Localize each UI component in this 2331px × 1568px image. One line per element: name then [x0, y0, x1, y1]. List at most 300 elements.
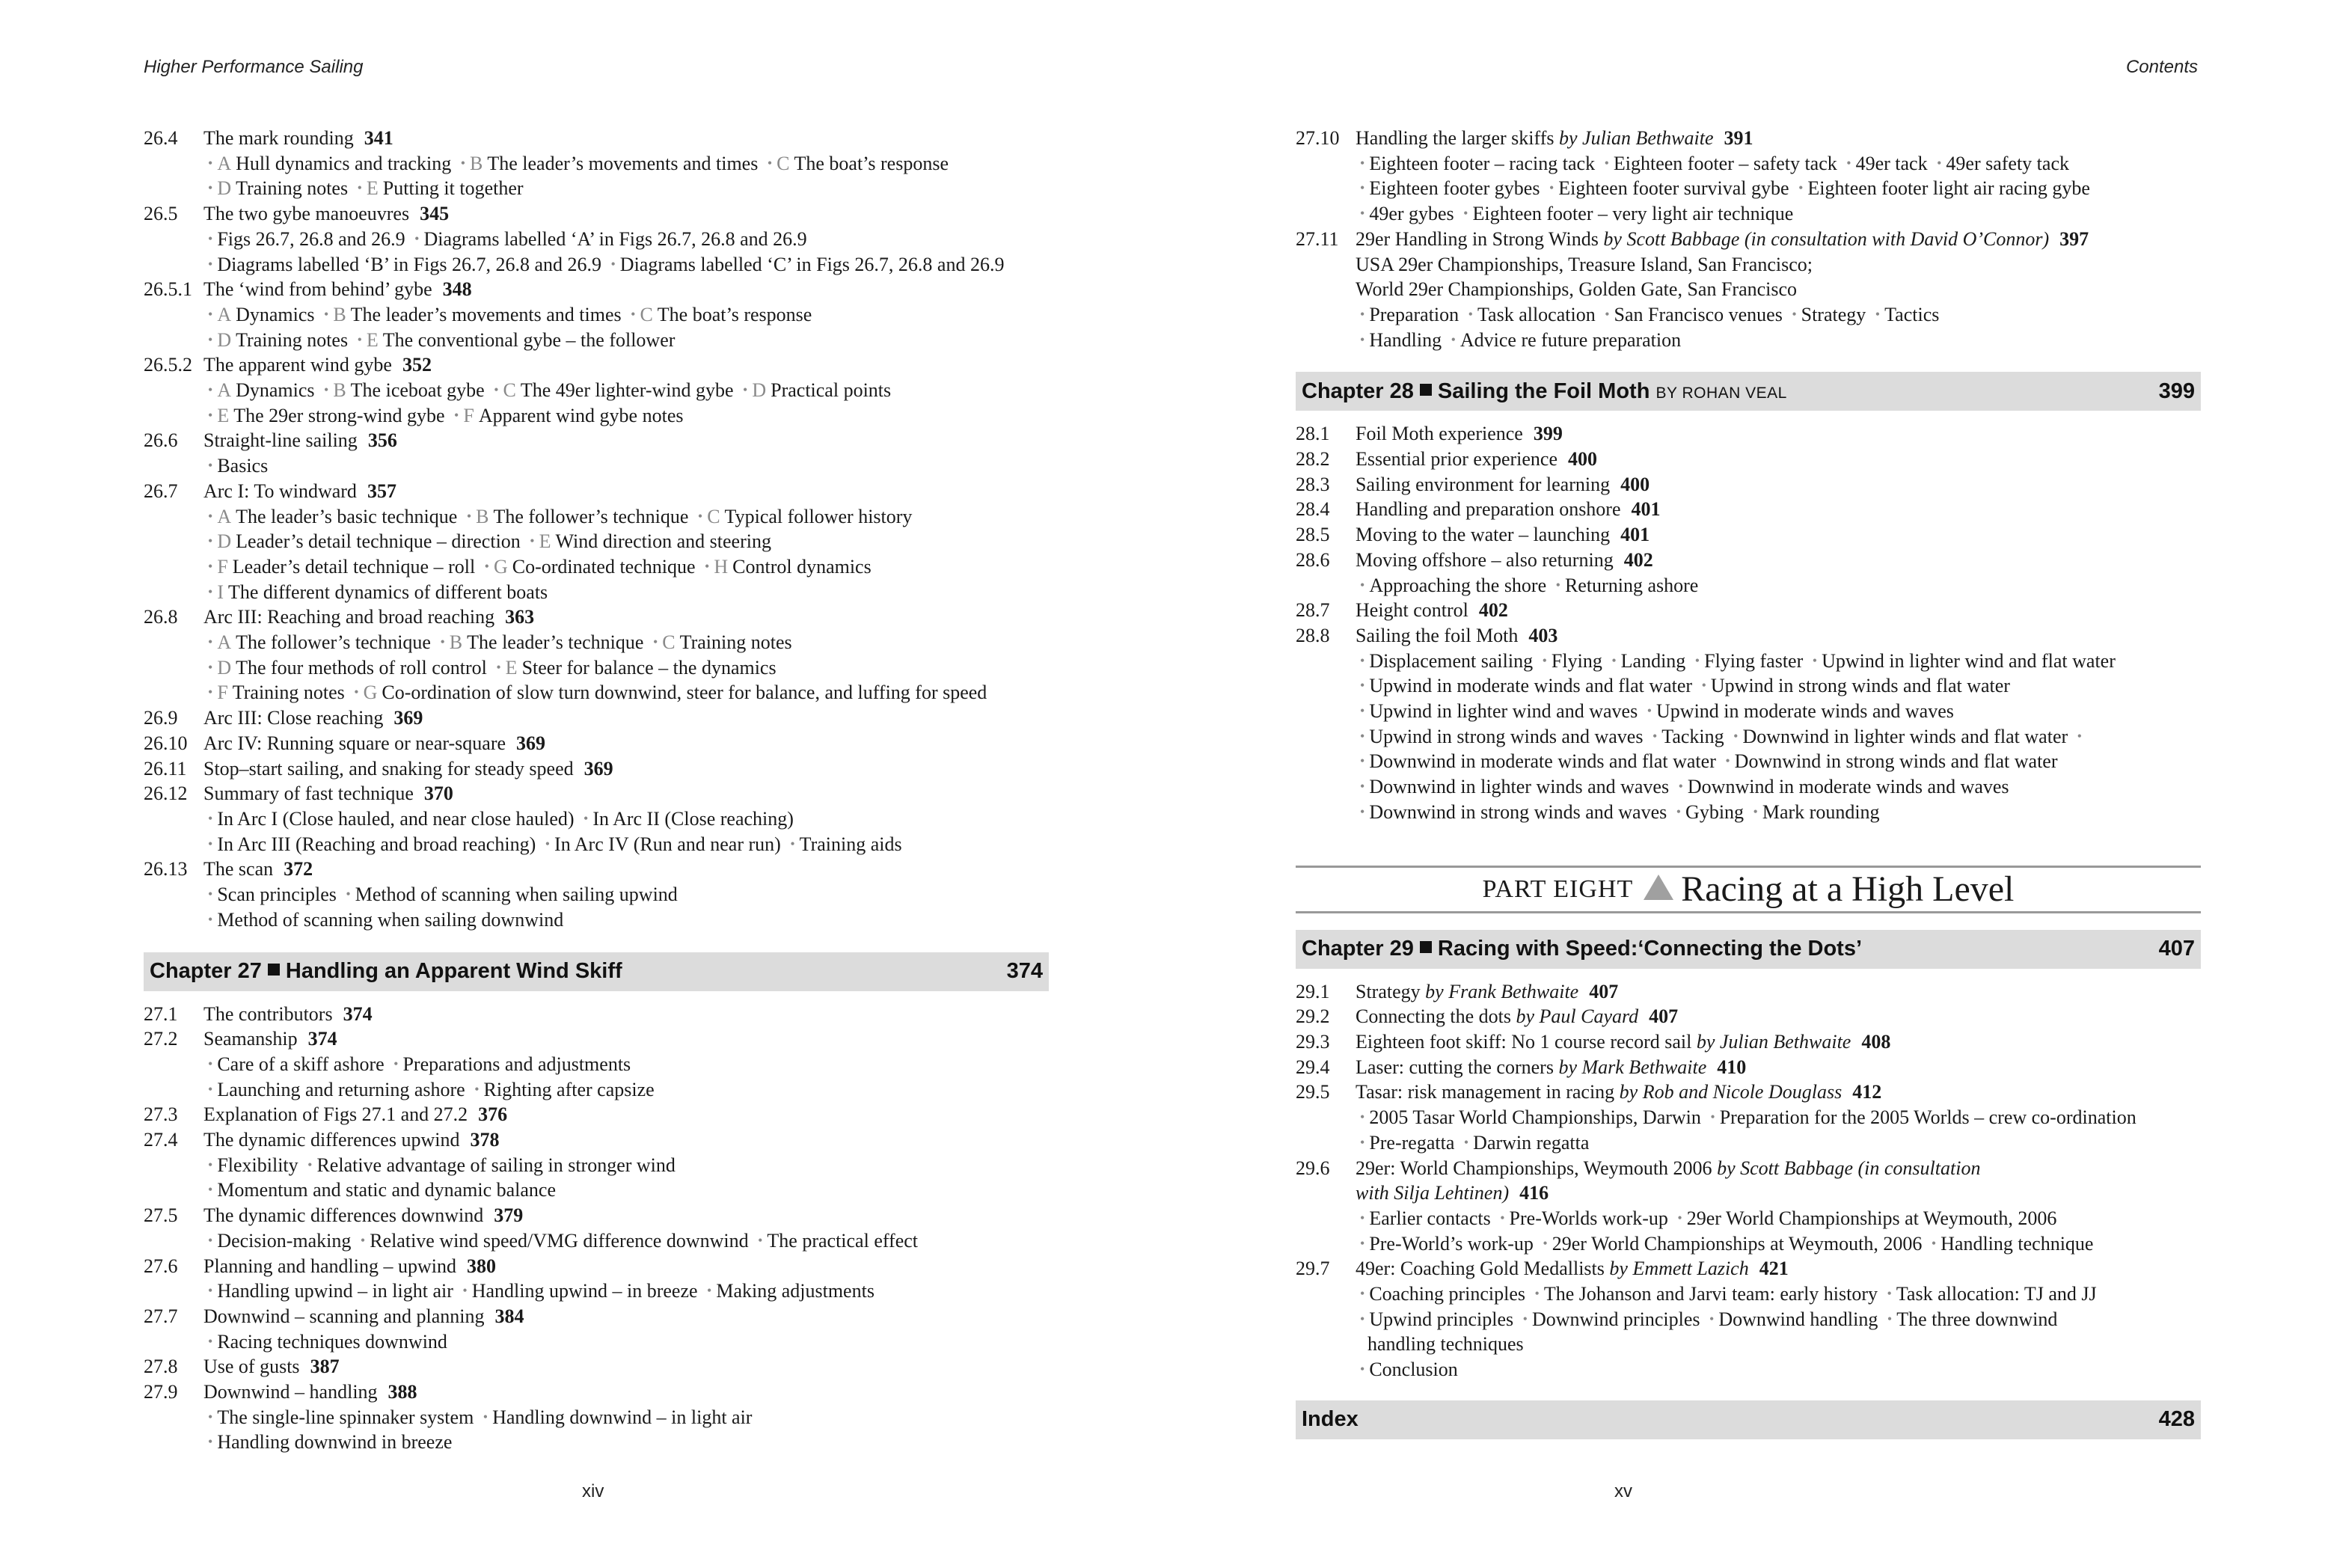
subtopic-text: In Arc II (Close reaching) — [592, 807, 794, 830]
author-byline: by Rob and Nicole Douglass — [1619, 1081, 1843, 1103]
running-head: Contents — [2125, 57, 2198, 77]
subtopic-text: Task allocation — [1477, 303, 1596, 325]
toc-entry[interactable] — [144, 352, 1049, 378]
bullet-icon: • — [454, 407, 459, 423]
subtopic-text: Method of scanning when sailing downwind — [217, 908, 564, 931]
subtopic-letter: A — [217, 505, 232, 527]
subtopic-line — [144, 655, 1049, 681]
bullet-icon: • — [1360, 779, 1365, 794]
section-title: Explanation of Figs 27.1 and 27.2 — [203, 1103, 468, 1126]
subtopic-text: Leader’s detail technique – direction — [236, 530, 521, 553]
bullet-icon: • — [462, 1283, 468, 1299]
bullet-icon: • — [1360, 1109, 1365, 1125]
toc-entry[interactable] — [144, 604, 1049, 630]
subtopic-line — [1296, 1307, 2201, 1332]
section-number: 27.9 — [144, 1381, 178, 1403]
subtopic-text: 49er tack — [1855, 152, 1928, 174]
subtopic-text: The different dynamics of different boats — [227, 581, 548, 603]
section-number: 26.5.2 — [144, 354, 192, 376]
page-number: 352 — [402, 354, 432, 376]
section-title: The ‘wind from behind’ gybe — [203, 278, 432, 301]
toc-entry[interactable] — [144, 1127, 1049, 1153]
section-title: Essential prior experience — [1356, 448, 1557, 471]
section-title-line — [1356, 1156, 2201, 1181]
bullet-icon: • — [208, 810, 213, 826]
subtopic-line — [144, 176, 1049, 201]
bullet-icon: • — [208, 836, 213, 851]
bullet-icon: • — [1360, 1210, 1365, 1225]
section-title-line — [1356, 497, 2201, 522]
author-byline: by Emmett Lazich — [1609, 1258, 1749, 1280]
chapter-title: Sailing the Foil Moth — [1437, 379, 1650, 403]
bullet-icon: • — [1792, 306, 1797, 322]
section-number: 27.5 — [144, 1204, 178, 1227]
toc-entry[interactable] — [1296, 126, 2201, 151]
subtopic-line — [1296, 1231, 2201, 1257]
subtopic-text: Leader’s detail technique – roll — [232, 555, 476, 578]
subtopic-letter: C — [777, 152, 790, 174]
part-title: Racing at a High Level — [1681, 869, 2015, 910]
subtopic-line — [144, 151, 1049, 177]
toc-entry[interactable] — [144, 126, 1049, 151]
subtopic-letter: C — [640, 303, 653, 325]
author-byline: by Frank Bethwaite — [1425, 980, 1579, 1002]
bullet-icon: • — [1798, 180, 1804, 196]
bullet-icon: • — [631, 306, 636, 322]
toc-entry[interactable] — [144, 731, 1049, 756]
toc-entry[interactable] — [1296, 1029, 2201, 1055]
section-number: 28.8 — [1296, 624, 1330, 646]
subtopic-line — [144, 882, 1049, 907]
subtopic-line — [144, 1430, 1049, 1455]
toc-entry[interactable] — [144, 705, 1049, 731]
subtopic-line — [144, 302, 1049, 328]
toc-entry[interactable] — [144, 277, 1049, 302]
section-title-line — [203, 857, 1049, 882]
section-title: Downwind – handling — [203, 1381, 378, 1403]
subtopic-text: Task allocation: TJ and JJ — [1896, 1283, 2097, 1305]
bullet-icon: • — [208, 1409, 213, 1424]
subtopic-text: Control dynamics — [732, 555, 872, 578]
bullet-icon: • — [440, 634, 445, 650]
section-title: 29er: World Championships, Weymouth 2006 — [1356, 1157, 1712, 1179]
section-title: Planning and handling – upwind — [203, 1255, 456, 1277]
section-title: 29er Handling in Strong Winds — [1356, 227, 1599, 250]
subtopic-line — [144, 1405, 1049, 1430]
bullet-icon: • — [1534, 1286, 1540, 1302]
section-title-line — [1356, 548, 2201, 573]
section-title-line — [203, 1026, 1049, 1052]
section-title-line — [203, 781, 1049, 806]
section-title: The contributors — [203, 1002, 333, 1025]
subtopic-text: Downwind handling — [1718, 1308, 1878, 1330]
subtopic-letter: A — [217, 379, 232, 402]
subtopic-text: Method of scanning when sailing upwind — [355, 883, 678, 906]
subtopic-line — [1296, 673, 2201, 699]
section-title: Sailing environment for learning — [1356, 473, 1611, 495]
subtopic-text: Upwind in lighter wind and flat water — [1822, 649, 2116, 672]
bullet-icon: • — [208, 659, 213, 675]
subtopic-text: Training aids — [799, 833, 902, 855]
chapter-page: 407 — [2158, 937, 2195, 961]
subtopic-text: Dynamics — [236, 379, 315, 402]
section-title: Downwind – scanning and planning — [203, 1305, 485, 1327]
subtopic-line — [144, 1077, 1049, 1103]
subtopic-text: Preparation for the 2005 Worlds – crew co-ordination — [1719, 1106, 2137, 1129]
subtitle-line: World 29er Championships, Golden Gate, San Francisco — [1356, 278, 1798, 301]
page-number: 402 — [1478, 599, 1508, 622]
subtopic-text: Handling upwind – in light air — [217, 1280, 453, 1302]
bullet-icon: • — [307, 1157, 313, 1172]
subtopic-letter: B — [333, 379, 346, 402]
bullet-icon: • — [1725, 753, 1730, 769]
subtopic-line — [1296, 1281, 2201, 1307]
bullet-icon: • — [208, 634, 213, 650]
subtopic-line — [1296, 724, 2201, 750]
subtopic-text: 49er gybes — [1369, 203, 1454, 225]
subtopic-text: The leader’s technique — [467, 631, 644, 654]
page-number: 399 — [1533, 423, 1563, 445]
section-title: The apparent wind gybe — [203, 354, 392, 376]
subtopic-text: Landing — [1620, 649, 1686, 672]
toc-entry[interactable] — [1296, 1156, 2201, 1181]
subtopic-letter: C — [503, 379, 516, 402]
subtopic-text: Dynamics — [236, 303, 315, 325]
section-title: Arc IV: Running square or near-square — [203, 732, 506, 754]
toc-entry[interactable] — [1296, 227, 2201, 252]
section-title-line — [1356, 227, 2201, 252]
section-title-line — [1356, 623, 2201, 649]
subtopic-text: Relative wind speed/VMG difference downwind — [370, 1229, 749, 1252]
subtopic-line — [144, 806, 1049, 832]
bullet-icon: • — [324, 382, 329, 398]
toc-entry[interactable] — [1296, 421, 2201, 447]
subtopic-line — [1296, 1130, 2201, 1156]
bullet-icon: • — [208, 1333, 213, 1349]
section-title-line — [1356, 522, 2201, 548]
toc-entry[interactable] — [1296, 522, 2201, 548]
bullet-icon: • — [208, 685, 213, 700]
subtopic-text: Hull dynamics and tracking — [236, 152, 452, 174]
subtopic-text: Training notes — [236, 177, 349, 200]
page-number: 384 — [494, 1305, 524, 1327]
section-title-line — [203, 604, 1049, 630]
toc-entry[interactable] — [1296, 1256, 2201, 1281]
bullet-icon: • — [393, 1056, 399, 1071]
toc-entry[interactable] — [144, 201, 1049, 227]
section-title-line — [203, 352, 1049, 378]
subtopic-line — [144, 378, 1049, 403]
subtopic-text: Downwind in strong winds and waves — [1369, 800, 1667, 823]
byline-continuation — [1296, 1180, 2201, 1206]
bullet-icon: • — [208, 1157, 213, 1172]
subtopic-line — [144, 453, 1049, 479]
subtopic-text: Preparation — [1369, 303, 1459, 325]
bullet-icon: • — [208, 558, 213, 574]
bullet-icon: • — [357, 180, 362, 196]
subtopic-text: Coaching principles — [1369, 1283, 1525, 1305]
subtopic-line — [1296, 774, 2201, 800]
right-page — [1166, 0, 2331, 1568]
bullet-icon: • — [354, 685, 359, 700]
subtopic-text: Mark rounding — [1762, 800, 1880, 823]
toc-entry[interactable] — [1296, 598, 2201, 623]
section-number: 29.4 — [1296, 1056, 1330, 1078]
section-title: Handling the larger skiffs — [1356, 127, 1554, 149]
bullet-icon: • — [1677, 1210, 1682, 1225]
section-title-line — [1356, 421, 2201, 447]
subtopic-text: The boat’s response — [794, 152, 949, 174]
bullet-icon: • — [1463, 206, 1468, 221]
bullet-icon: • — [208, 180, 213, 196]
section-number: 27.1 — [144, 1002, 178, 1025]
subtopic-text: Downwind in lighter winds and flat water — [1742, 725, 2068, 747]
chapter-29-heading[interactable] — [1296, 930, 2201, 969]
bullet-icon: • — [208, 1232, 213, 1248]
section-number: 27.10 — [1296, 127, 1340, 149]
chapter-label: Chapter 29 — [1302, 937, 1414, 961]
author-byline: by Julian Bethwaite — [1558, 127, 1714, 149]
subtopic-text: Upwind in lighter wind and waves — [1369, 700, 1638, 723]
section-title: Laser: cutting the corners — [1356, 1056, 1554, 1078]
bullet-icon: • — [1360, 753, 1365, 769]
page-number: 369 — [393, 707, 423, 729]
square-bullet-icon — [1420, 384, 1432, 396]
section-title: 49er: Coaching Gold Medallists — [1356, 1258, 1605, 1280]
subtopic-text: Eighteen footer gybes — [1369, 177, 1540, 200]
bullet-icon: • — [1710, 1109, 1715, 1125]
section-title-line — [203, 126, 1049, 151]
subtopic-text: Eighteen footer – safety tack — [1613, 152, 1837, 174]
subtopic-text: In Arc III (Reaching and broad reaching) — [217, 833, 536, 855]
bullet-icon: • — [1360, 1311, 1365, 1326]
subtopic-letter: B — [333, 303, 346, 325]
bullet-icon: • — [1360, 180, 1365, 196]
section-title: Straight-line sailing — [203, 429, 358, 452]
subtopic-text: Upwind in moderate winds and flat water — [1369, 675, 1693, 697]
subtopic-letter: B — [470, 152, 483, 174]
section-title-line — [1356, 472, 2201, 497]
subtopic-line — [1296, 649, 2201, 674]
section-title: Use of gusts — [203, 1356, 300, 1378]
page-number: 401 — [1620, 524, 1650, 546]
subtopic-letter: D — [217, 656, 232, 679]
subtopic-line — [144, 403, 1049, 429]
subtopic-line — [144, 529, 1049, 554]
toc-entry[interactable] — [144, 1354, 1049, 1379]
part-eight-heading — [1296, 866, 2201, 913]
chapter-label: Chapter 28 — [1302, 379, 1414, 403]
subtopic-letter: A — [217, 631, 232, 654]
subtopic-letter: E — [539, 530, 551, 553]
toc-entry[interactable] — [1296, 472, 2201, 497]
section-number: 27.2 — [144, 1028, 178, 1050]
bullet-icon: • — [208, 256, 213, 272]
subtopic-text: The practical effect — [767, 1229, 919, 1252]
subtopic-line — [1296, 176, 2201, 201]
subtopic-line — [1296, 1105, 2201, 1130]
toc-entry[interactable] — [1296, 1004, 2201, 1029]
subtopic-text: Steer for balance – the dynamics — [521, 656, 777, 679]
chapter-27-heading[interactable] — [144, 952, 1049, 991]
toc-entry[interactable] — [144, 1102, 1049, 1127]
section-title: Stop–start sailing, and snaking for steady speed — [203, 757, 574, 780]
subtopic-text: Downwind principles — [1531, 1308, 1700, 1330]
bullet-icon: • — [1701, 678, 1706, 693]
bullet-icon: • — [1694, 652, 1700, 668]
section-title: The scan — [203, 858, 274, 881]
section-title: The dynamic differences upwind — [203, 1129, 460, 1151]
subtopic-text: Tactics — [1884, 303, 1940, 325]
subtopic-text: The boat’s response — [657, 303, 812, 325]
toc-entry[interactable] — [144, 428, 1049, 453]
bullet-icon: • — [414, 230, 420, 246]
subtopic-letter: E — [217, 404, 230, 426]
page-number: 374 — [343, 1002, 373, 1025]
subtopic-line — [1296, 151, 2201, 177]
page-number: 369 — [516, 732, 546, 754]
subtopic-letter: H — [714, 555, 729, 578]
subtopic-letter: E — [366, 328, 379, 351]
page-number: 374 — [307, 1028, 337, 1050]
subtopic-text: Tacking — [1661, 725, 1724, 747]
bullet-icon: • — [705, 558, 710, 574]
subtopic-text: Typical follower history — [724, 505, 913, 527]
bullet-icon: • — [208, 306, 213, 322]
subtopic-letter: D — [752, 379, 767, 402]
section-number: 26.9 — [144, 707, 178, 729]
subtopic-text: Apparent wind gybe notes — [478, 404, 684, 426]
section-number: 26.8 — [144, 606, 178, 628]
bullet-icon: • — [1549, 180, 1554, 196]
page-number: 400 — [1620, 473, 1650, 495]
subtopic-continuation: handling techniques — [1367, 1333, 1524, 1356]
section-title-line — [203, 705, 1049, 731]
subtopic-text: Diagrams labelled ‘A’ in Figs 26.7, 26.8 and 26.9 — [423, 227, 807, 250]
subtopic-text: Upwind in strong winds and waves — [1369, 725, 1644, 747]
section-number: 27.4 — [144, 1129, 178, 1151]
bullet-icon: • — [1709, 1311, 1715, 1326]
page-number: 341 — [364, 127, 393, 149]
section-title-line — [203, 1002, 1049, 1027]
bullet-icon: • — [474, 1081, 480, 1097]
chapter-28-heading[interactable] — [1296, 372, 2201, 411]
page-number: 357 — [367, 480, 396, 502]
bullet-icon: • — [208, 230, 213, 246]
subtopic-text: Co-ordinated technique — [512, 555, 696, 578]
subtopic-text: Relative advantage of sailing in stronger wind — [316, 1154, 676, 1176]
toc-entry[interactable] — [144, 1026, 1049, 1052]
toc-entry[interactable] — [144, 1304, 1049, 1329]
toc-section-ch27-cont — [1296, 126, 2201, 352]
subtopic-letter: E — [505, 656, 518, 679]
toc-entry[interactable] — [1296, 548, 2201, 573]
section-number: 26.5.1 — [144, 278, 192, 301]
section-title-line — [203, 1203, 1049, 1228]
subtopic-line — [1296, 1357, 2201, 1382]
bullet-icon: • — [545, 836, 551, 851]
section-number: 26.5 — [144, 203, 178, 225]
bullet-icon: • — [583, 810, 589, 826]
toc-entry[interactable] — [1296, 979, 2201, 1005]
subtopic-text: In Arc IV (Run and near run) — [554, 833, 781, 855]
subtopic-text: Displacement sailing — [1369, 649, 1534, 672]
toc-entry[interactable] — [1296, 497, 2201, 522]
bullet-icon: • — [494, 382, 499, 398]
bullet-icon: • — [1937, 155, 1942, 171]
subtopic-text: The conventional gybe – the follower — [382, 328, 676, 351]
section-title: The two gybe manoeuvres — [203, 203, 410, 225]
bullet-icon: • — [208, 1283, 213, 1299]
subtopic-text: Eighteen footer – very light air technique — [1472, 203, 1794, 225]
toc-entry[interactable] — [144, 1203, 1049, 1228]
subtopic-line — [144, 252, 1049, 278]
page-number: 388 — [388, 1381, 417, 1403]
bullet-icon: • — [1604, 155, 1609, 171]
bullet-icon: • — [208, 1182, 213, 1198]
section-title-line — [203, 1254, 1049, 1279]
toc-entry[interactable] — [1296, 623, 2201, 649]
section-number: 28.2 — [1296, 448, 1330, 471]
chapter-page: 399 — [2158, 379, 2195, 403]
page-number: 402 — [1623, 548, 1653, 571]
page-number: 407 — [1589, 980, 1619, 1002]
section-title: Arc I: To windward — [203, 480, 357, 502]
square-bullet-icon — [268, 964, 280, 976]
subtopic-text: Training notes — [232, 682, 345, 704]
toc-entry[interactable] — [144, 756, 1049, 782]
bullet-icon: • — [208, 911, 213, 927]
subtopic-text: Figs 26.7, 26.8 and 26.9 — [217, 227, 405, 250]
bullet-icon: • — [652, 634, 658, 650]
section-number: 26.4 — [144, 127, 178, 149]
bullet-icon: • — [1555, 577, 1560, 592]
toc-entry[interactable] — [1296, 1079, 2201, 1105]
toc-entry[interactable] — [1296, 1055, 2201, 1080]
section-number: 26.13 — [144, 858, 188, 881]
subtopic-text: Eighteen footer survival gybe — [1558, 177, 1789, 200]
subtopic-text: 2005 Tasar World Championships, Darwin — [1369, 1106, 1701, 1129]
index-label: Index — [1302, 1407, 1359, 1432]
bullet-icon: • — [1652, 728, 1658, 744]
page-number: 356 — [367, 429, 397, 452]
subtopic-text: Earlier contacts — [1369, 1207, 1491, 1229]
toc-entry[interactable] — [144, 1379, 1049, 1405]
subtopic-text: Downwind in strong winds and flat water — [1734, 750, 2058, 773]
toc-entry[interactable] — [144, 1254, 1049, 1279]
toc-entry[interactable] — [144, 781, 1049, 806]
subtopic-text: The three downwind — [1896, 1308, 2058, 1330]
subtopic-text: San Francisco venues — [1614, 303, 1783, 325]
bullet-icon: • — [360, 1232, 366, 1248]
bullet-icon: • — [208, 155, 213, 171]
chapter-title: Racing with Speed:‘Connecting the Dots’ — [1437, 937, 1863, 961]
toc-entry[interactable] — [144, 1002, 1049, 1027]
toc-entry[interactable] — [144, 857, 1049, 882]
subtopic-text: Basics — [217, 455, 269, 477]
subtopic-text: The iceboat gybe — [350, 379, 485, 402]
bullet-icon: • — [1360, 728, 1365, 744]
subtopic-letter: F — [217, 555, 228, 578]
bullet-icon: • — [1887, 1311, 1893, 1326]
index-heading[interactable] — [1296, 1400, 2201, 1439]
bullet-icon: • — [1647, 703, 1652, 719]
section-number: 29.1 — [1296, 980, 1330, 1002]
bullet-icon: • — [1500, 1210, 1505, 1225]
bullet-icon: • — [1611, 652, 1617, 668]
toc-entry[interactable] — [1296, 447, 2201, 472]
toc-entry[interactable] — [144, 479, 1049, 504]
